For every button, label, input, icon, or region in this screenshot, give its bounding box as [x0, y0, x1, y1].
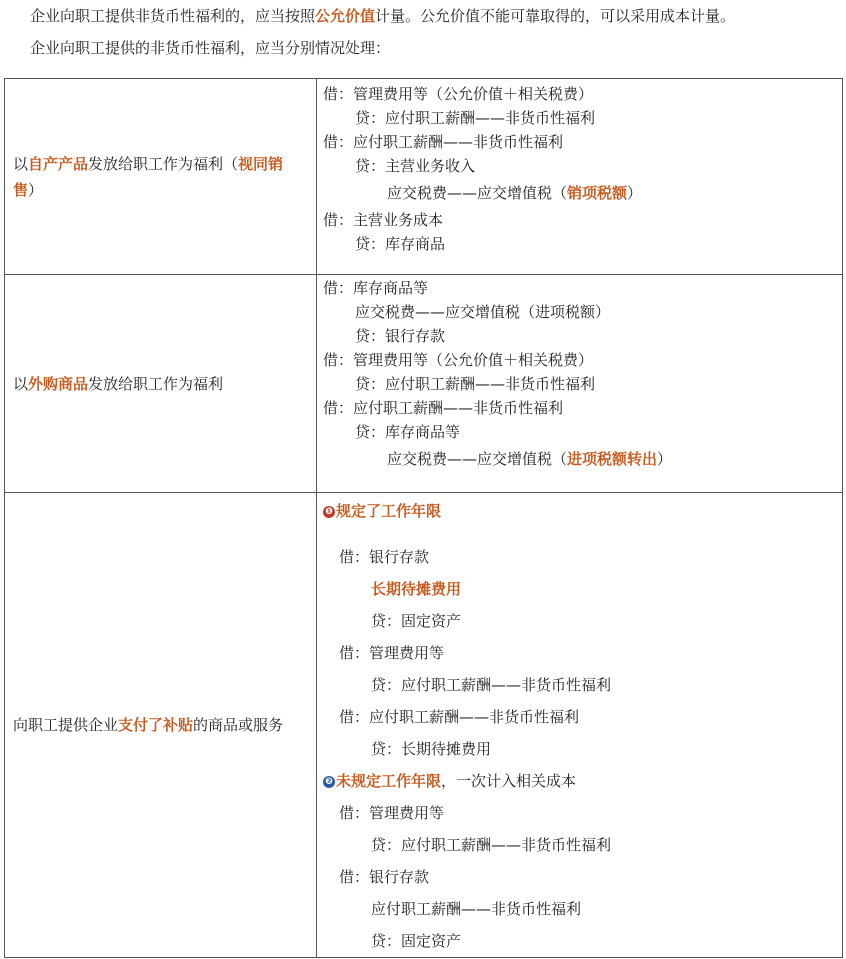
entry-line: 借：银行存款	[339, 868, 430, 886]
accounting-table	[4, 78, 843, 958]
highlight-self-made-product: 自产产品	[28, 154, 89, 173]
entry-line: 贷：固定资产	[371, 932, 462, 950]
entry-text: 应交税费——应交增值税（	[387, 184, 568, 202]
highlight-output-tax: 销项税额	[567, 184, 628, 202]
highlight-purchased-goods: 外购商品	[28, 374, 89, 393]
entry-line: 借：应付职工薪酬——非货币性福利	[323, 133, 564, 151]
row-label-self-made	[5, 79, 317, 275]
case-title-no-term: 未规定工作年限	[336, 772, 442, 790]
entry-line: 应付职工薪酬——非货币性福利	[371, 900, 582, 918]
label-text: 向职工提供企业	[13, 716, 119, 734]
entry-line: 贷：主营业务收入	[355, 157, 476, 175]
entry-line: 借：管理费用等（公允价值＋相关税费）	[323, 351, 594, 369]
case-tail-text: ，一次计入相关成本	[441, 772, 577, 790]
entry-line: 借：管理费用等	[339, 644, 445, 662]
entry-line: 贷：应付职工薪酬——非货币性福利	[355, 375, 596, 393]
entry-line: 贷：应付职工薪酬——非货币性福利	[371, 676, 612, 694]
entry-line: 借：应付职工薪酬——非货币性福利	[323, 399, 564, 417]
entries-self-made	[317, 79, 843, 275]
highlight-subsidy-paid: 支付了补贴	[118, 716, 194, 734]
highlight-fair-value: 公允价值	[315, 7, 376, 25]
label-text: 以	[13, 374, 29, 393]
table-row-self-made	[5, 79, 843, 275]
entry-line-highlight: 长期待摊费用	[371, 580, 462, 598]
entry-text: 应交税费——应交增值税（	[387, 450, 568, 468]
entry-line: 贷：银行存款	[355, 327, 446, 345]
entry-line: 贷：库存商品	[355, 235, 446, 253]
case-title-fixed-term: 规定了工作年限	[336, 502, 442, 520]
table-row-purchased	[5, 275, 843, 493]
case-heading-2	[317, 765, 842, 797]
entry-line: 贷：长期待摊费用	[371, 740, 492, 758]
entry-line	[317, 444, 842, 474]
highlight-input-tax-transfer: 进项税额转出	[567, 450, 658, 468]
entries-purchased	[317, 275, 843, 493]
highlight-deemed-sale: 视同销售	[13, 154, 284, 199]
intro-paragraph-1	[30, 5, 735, 27]
label-text: 发放给职工作为福利	[88, 374, 224, 393]
entry-line: 借：应付职工薪酬——非货币性福利	[339, 708, 580, 726]
entry-line: 贷：应付职工薪酬——非货币性福利	[371, 836, 612, 854]
label-text: ）	[28, 180, 44, 199]
intro-text: 企业向职工提供非货币性福利的，应当按照	[30, 7, 316, 25]
label-text: 发放给职工作为福利（	[88, 154, 239, 173]
entry-line: 借：主营业务成本	[323, 211, 444, 229]
entry-text: ）	[627, 184, 643, 202]
table-row-subsidized	[5, 493, 843, 958]
row-label-subsidized	[5, 493, 317, 958]
entry-line: 贷：固定资产	[371, 612, 462, 630]
label-text: 以	[13, 154, 29, 173]
label-text: 的商品或服务	[193, 716, 284, 734]
entry-line: 贷：应付职工薪酬——非货币性福利	[355, 109, 596, 127]
number-one-icon: ❶	[323, 506, 335, 518]
entry-line: 借：管理费用等（公允价值＋相关税费）	[323, 85, 594, 103]
entry-line: 借：银行存款	[339, 548, 430, 566]
entry-line: 借：管理费用等	[339, 804, 445, 822]
entry-text: ）	[657, 450, 673, 468]
entry-line: 应交税费——应交增值税（进项税额）	[355, 303, 611, 321]
case-heading-1	[317, 495, 842, 527]
entries-subsidized	[317, 493, 843, 958]
intro-text: 计量。公允价值不能可靠取得的，可以采用成本计量。	[375, 7, 736, 25]
entry-line	[317, 178, 842, 208]
number-two-icon: ❷	[323, 776, 335, 788]
entry-line: 贷：库存商品等	[355, 423, 461, 441]
intro-paragraph-2: 企业向职工提供的非货币性福利，应当分别情况处理：	[30, 39, 391, 57]
entry-line: 借：库存商品等	[323, 279, 429, 297]
row-label-purchased	[5, 275, 317, 493]
